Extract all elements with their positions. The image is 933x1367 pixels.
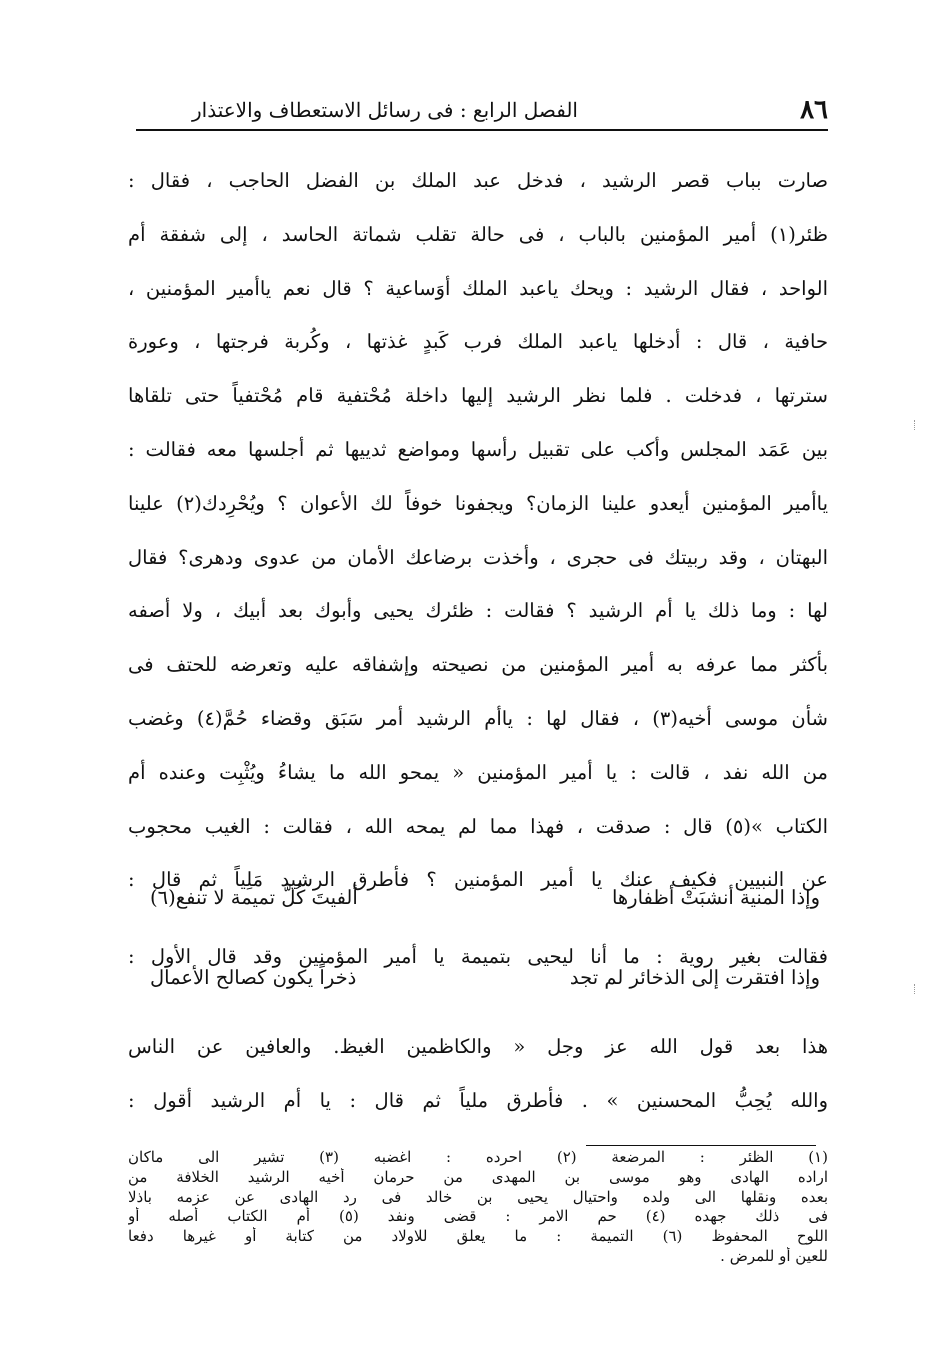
text-line: شأن موسى أخيه(٣) ، فقال لها : ياأم الرشيد أمر سَبَق وقضاء حُمَّ(٤) وغضب (128, 706, 828, 730)
text-line: صارت بباب قصر الرشيد ، فدخل عبد الملك بن الفضل الحاجب ، فقال : (128, 169, 828, 192)
poem-verse-1 (150, 886, 820, 909)
text-line: والله يُحِبُّ المحسنين » . فأطرق ملياً ثم قال : يا أم الرشيد أقول : (128, 1088, 828, 1112)
footnotes (128, 1148, 828, 1267)
verse-second-half: ذخراً يكون كصالح الأعمال (150, 966, 357, 989)
text-line: من الله نفد ، قالت : يا أمير المؤمنين « يمحو الله ما يشاءُ ويُثْبِت وعنده أم (128, 760, 828, 784)
poem-verse-2 (150, 966, 820, 989)
text-line: فقالت بغير روية : ما أنا ليحيى بتميمة يا أمير المؤمنين وقد قال الأول : (128, 945, 828, 968)
footnote-rule (586, 1145, 816, 1146)
verse-first-half: وإذا افتقرت إلى الذخائر لم تجد (569, 966, 820, 989)
text-line: بين عَمَد المجلس وأكب على تقبيل رأسها ومواضع ثدييها ثم أجلسها معه فقالت : (128, 437, 828, 461)
page-number: ٨٦ (800, 95, 828, 125)
text-line: الكتاب »(٥) قال : صدقت ، فهذا مما لم يمحه الله ، فقالت : الغيب محجوب (128, 814, 828, 838)
footnote-line: فى ذلك جهده (٤) حم الامر : قضى ونفد (٥) أم الكتاب أصله أو (128, 1207, 828, 1226)
footnote-line: بعده ونقلها الى ولده واحتيال يحيى بن خالد فى رد الهادى عن عزمه باذلا (128, 1187, 828, 1206)
text-line: سترتها ، فدخلت . فلما نظر الرشيد إليها داخلة مُحْتفية قام مُحْتفياً حتى تلقاها (128, 384, 828, 408)
text-line: حافية ، قال : أدخلها ياعبد الملك فرب كَبدٍ غذتها ، وكُربة فرجتها ، وعورة (128, 330, 828, 354)
footnote-line: اللوح المحفوظ (٦) التميمة : ما يعلق للاولاد من كتابة أو غيرها دفعا (128, 1227, 828, 1246)
footnote-line: (١) الظئر : المرضعة (٢) احرده : اغضبه (٣) تشير الى ماكان (128, 1148, 828, 1166)
text-line: ظئر(١) أمير المؤمنين بالباب ، فى حالة تقلب شماتة الحاسد ، إلى شفقة أم (128, 222, 828, 246)
text-line: بأكثر مما عرفه به أمير المؤمنين من نصيحته وإشفاقه عليه وتعرضه للحتف فى (128, 653, 828, 677)
header-rule (136, 129, 828, 131)
verse-first-half: وإذا المنية أنشبَتْ أظفارها (611, 886, 820, 909)
text-line: لها : وما ذلك يا أم الرشيد ؟ فقالت : ظئرك يحيى وأبوك بعد أبيك ، ولا أصفه (128, 599, 828, 623)
margin-speck (914, 420, 919, 430)
text-line: البهتان ، وقد ربيتك فى حجرى ، وأخذت برضاعك الأمان من عدوى ودهرى؟ فقال (128, 545, 828, 569)
text-line: الواحد ، فقال الرشيد : ويحك ياعبد الملك أوَساعية ؟ قال نعم ياأمير المؤمنين ، (128, 276, 828, 300)
prose-block-b (128, 1020, 828, 1128)
main-text (128, 154, 828, 907)
text-line: ياأمير المؤمنين أيعدو علينا الزمان؟ ويجفونا خوفاً لك الأعوان ؟ ويُحْرِدك(٢) علينا (128, 491, 828, 515)
footnote-line: اراده الهادى وهو موسى بن المهدى من حرمان أخيه الرشيد الخلافة من (128, 1167, 828, 1186)
footnote-line: للعين أو للمرض . (720, 1246, 828, 1265)
running-head: الفصل الرابع : فى رسائل الاستعطاف والاعتذار (192, 98, 578, 122)
verse-second-half: ألفيتَ كُلَّ تميمة لا تنفع(٦) (150, 886, 358, 909)
page-header (136, 92, 828, 128)
margin-speck (914, 984, 919, 994)
text-line: عن النبيين فكيف عنك يا أمير المؤمنين ؟ فأطرق الرشيد مَلِياً ثم قال : (128, 868, 828, 892)
text-line: هذا بعد قول الله عز وجل « والكاظمين الغيظ. والعافين عن الناس (128, 1035, 828, 1058)
